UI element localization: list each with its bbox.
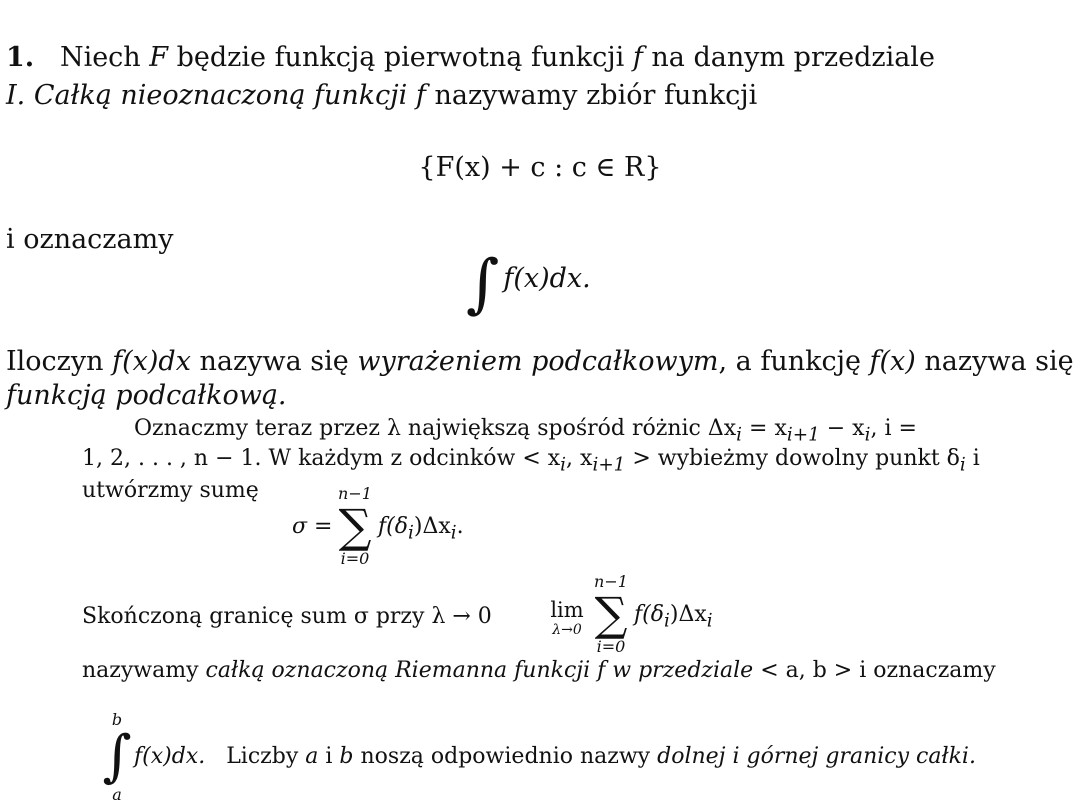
var-a: a [305,744,319,769]
sum-upper-limit: n−1 [338,484,372,503]
subscript: i+1 [592,454,626,476]
expr: f(x)dx [112,346,191,377]
text: utwórzmy sumę [82,478,259,503]
paragraph-2-line-2 [6,380,287,411]
paragraph-3-line-3 [82,478,259,503]
text: f(δ [378,514,408,539]
sum-lower-limit: i=0 [340,549,370,568]
text: Niech [59,42,150,73]
limit-operator [542,598,592,638]
text: f(δ [634,602,664,627]
summation-sign [334,484,376,568]
lim-word: lim [550,598,584,622]
sum-lhs [292,514,332,539]
expr: f(x) [869,346,916,377]
text: i [318,744,340,769]
paragraph-4-text [82,604,492,629]
text: Skończoną granicę sum σ przy λ → 0 [82,604,492,629]
limit-summation-sign [590,572,632,656]
paragraph-3-line-1 [134,416,917,445]
sigma-symbol: ∑ [594,587,628,641]
text: noszą odpowiednio nazwy [353,744,658,769]
text: Iloczyn [6,346,113,377]
sigma-lhs: σ = [292,514,333,539]
var-b: b [339,744,354,769]
integral-symbol: ∫ [102,724,132,789]
text: = x [742,416,787,441]
definition-number: 1. [6,42,35,73]
var-f: f [415,80,426,111]
limit-sum-body [634,602,713,631]
denote-line [6,224,173,255]
subscript: i [959,454,966,476]
sum-body [378,514,464,543]
text: , x [566,446,593,471]
sum-lower-limit: i=0 [596,637,626,656]
text: . [456,514,464,539]
text: Liczby [226,744,306,769]
text: i oznaczamy [6,224,174,255]
integral-lower-limit: a [112,785,122,804]
text: i [965,446,980,471]
set-formula [0,152,1080,183]
text: nazywamy zbiór funkcji [425,80,758,111]
formula-text: {F(x) + c : c ∈ R} [418,152,662,183]
paragraph-6 [134,744,976,769]
subscript: i [864,424,871,446]
subscript: i [663,610,670,632]
definite-integral-sign [102,710,132,804]
indefinite-integral-formula [466,247,591,321]
subscript: i [560,454,567,476]
text: na danym przedziale [642,42,935,73]
text: − x [819,416,865,441]
text: )Δx [413,514,451,539]
definition-line-2 [6,80,757,111]
paragraph-5 [82,658,996,683]
paragraph-2-line-1 [6,346,1074,377]
text: nazywamy [82,658,206,683]
text: nazywa się [190,346,358,377]
text: , i = [870,416,917,441]
emphasis-text: funkcją podcałkową. [6,380,287,411]
paragraph-3-line-2 [82,446,980,475]
text: będzie funkcją pierwotną funkcji [168,42,633,73]
text: nazywa się [915,346,1074,377]
integral-upper-limit: b [111,710,123,729]
subscript: i [450,522,457,544]
text: , a funkcję [718,346,870,377]
definition-line-1 [6,42,935,73]
integral-sign: ∫ [466,247,500,321]
subscript: i [706,610,713,632]
var-f: f [632,42,643,73]
var-I: I. [6,80,26,111]
lim-subscript: λ→0 [552,622,582,638]
text: )Δx [669,602,707,627]
integrand: f(x)dx. [134,744,206,769]
integrand: f(x)dx. [503,263,591,294]
emphasis-text: dolnej i górnej granicy całki. [657,744,976,769]
text: < a, b > i oznaczamy [753,658,996,683]
text: 1, 2, . . . , n − 1. W każdym z odcinków < x [82,446,561,471]
sum-upper-limit: n−1 [594,572,628,591]
sigma-symbol: ∑ [338,499,372,553]
emphasis-text: całką oznaczoną Riemanna funkcji f w przedziale [205,658,754,683]
subscript: i+1 [786,424,820,446]
emphasis-text: wyrażeniem podcałkowym [357,346,719,377]
var-F: F [149,42,169,73]
subscript: i [736,424,743,446]
subscript: i [407,522,414,544]
text: Oznaczmy teraz przez λ największą spośród różnic Δx [134,416,737,441]
emphasis-text: Całką nieoznaczoną funkcji [25,80,416,111]
text: > wybieżmy dowolny punkt δ [625,446,960,471]
